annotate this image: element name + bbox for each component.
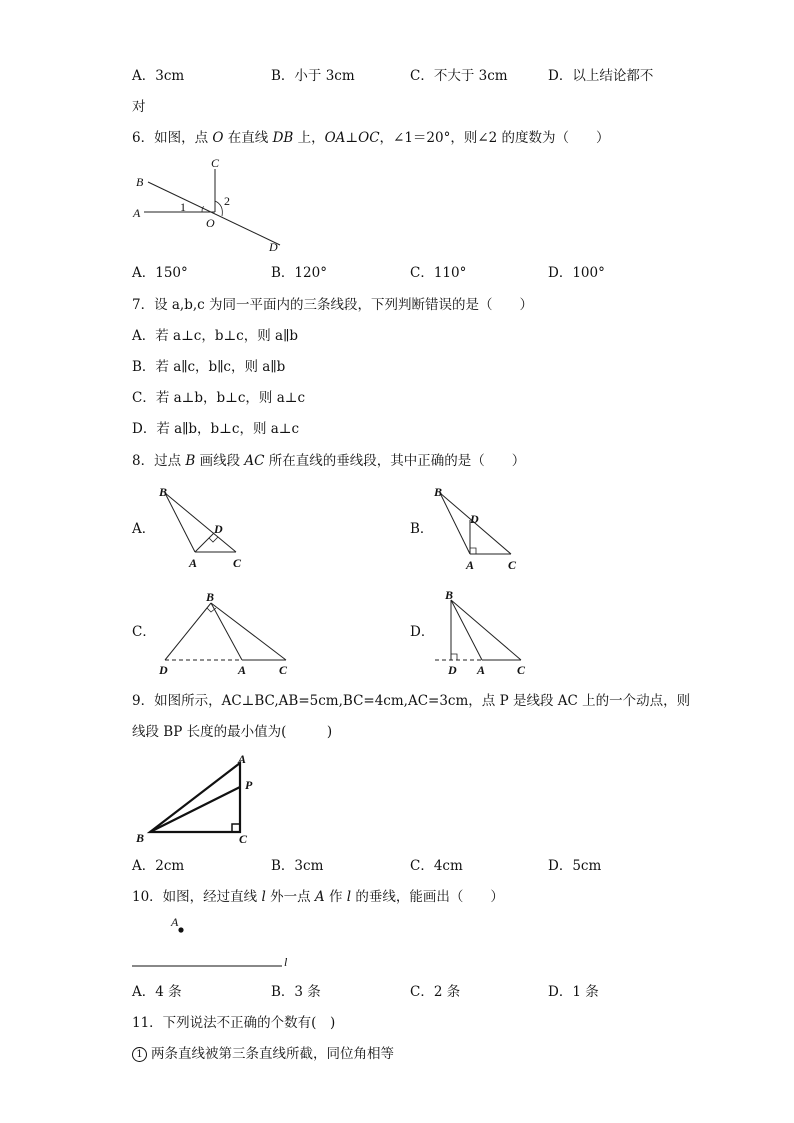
q10-stem-text: 作 [324, 889, 347, 905]
line-bc [211, 603, 286, 660]
right-angle-mark [470, 548, 476, 554]
line-ba [440, 493, 470, 554]
q6-label-a: A [133, 206, 141, 220]
label-d: D [470, 512, 479, 526]
q10-line-l: l [346, 889, 352, 905]
q10-option-c: C．2 条 [410, 984, 461, 1000]
q6-label-b: B [136, 175, 144, 189]
q8-option-b: B． [410, 521, 434, 537]
q8-stem-text: 画线段 [195, 453, 245, 469]
right-angle-mark [209, 537, 218, 542]
q10-option-a: A．4 条 [132, 984, 182, 1000]
q8-figure-d [430, 588, 540, 680]
q10-stem-text: 10．如图，经过直线 [132, 889, 262, 905]
line-bd [165, 603, 211, 660]
q8-figure-a [155, 483, 255, 573]
label-c: C [508, 558, 517, 572]
perp-ad [195, 533, 214, 552]
q8-option-c: C． [132, 624, 156, 640]
q6-perp-condition: OA⊥OC [324, 130, 380, 146]
q7-option-a: A．若 a⊥c，b⊥c，则 a∥b [132, 328, 298, 344]
label-d: D [214, 522, 223, 536]
line-ba [165, 493, 195, 552]
label-a: A [477, 663, 486, 677]
q6-figure [132, 155, 292, 255]
q6-label-o: O [206, 216, 215, 230]
q6-stem [132, 129, 610, 147]
right-angle-mark [232, 824, 240, 832]
q5-option-a: A．3cm [132, 68, 185, 84]
q6-stem-text: 上， [293, 130, 325, 146]
q11-item-1 [132, 1045, 394, 1063]
q9-stem-line2: 线段 BP 长度的最小值为( ) [132, 724, 333, 740]
label-b: B [136, 831, 145, 845]
q8-point-b: B [185, 453, 196, 469]
label-l: l [284, 955, 288, 969]
q6-option-c: C．110° [410, 265, 467, 281]
q6-option-a: A．150° [132, 265, 188, 281]
q10-figure [132, 910, 302, 972]
label-d: D [448, 663, 457, 677]
q6-option-d: D．100° [548, 265, 605, 281]
label-c: C [279, 663, 288, 677]
circled-number-1 [132, 1047, 147, 1062]
q10-stem-text: 的垂线，能画出（ ） [351, 889, 504, 905]
q5-option-d: D．以上结论都不 [548, 68, 654, 84]
label-a: A [466, 558, 475, 572]
q8-stem [132, 452, 525, 470]
q9-option-d: D．5cm [548, 858, 602, 874]
q7-option-d: D．若 a∥b，b⊥c，则 a⊥c [132, 421, 300, 437]
label-a: A [171, 915, 179, 929]
q5-option-d-wrap: 对 [132, 99, 146, 115]
q6-point-o: O [212, 130, 224, 146]
q5-option-c: C．不大于 3cm [410, 68, 508, 84]
q8-stem-text: 8．过点 [132, 453, 186, 469]
label-b: B [434, 485, 443, 499]
triangle-abc [150, 763, 240, 832]
q6-line-db: DB [272, 130, 294, 146]
q9-option-b: B．3cm [271, 858, 324, 874]
label-a: A [238, 752, 247, 766]
label-c: C [239, 832, 248, 846]
q10-line-l: l [261, 889, 266, 905]
q8-option-d: D． [410, 624, 435, 640]
q6-stem-text: 6．如图，点 [132, 130, 213, 146]
q10-option-b: B．3 条 [271, 984, 321, 1000]
q11-item-1-text: 两条直线被第三条直线所截，同位角相等 [151, 1046, 394, 1062]
q6-label-c: C [211, 156, 220, 170]
label-p: P [245, 778, 253, 792]
q6-angle1-arc [202, 207, 204, 213]
q11-stem: 11．下列说法不正确的个数有( ) [132, 1015, 336, 1031]
line-bc [451, 600, 521, 660]
right-angle-mark [451, 654, 457, 660]
label-a: A [238, 663, 247, 677]
q8-figure-b [430, 483, 530, 573]
label-b: B [445, 588, 454, 602]
point-a-dot [178, 927, 183, 932]
segment-bp [150, 787, 240, 832]
label-a: A [189, 556, 198, 570]
q6-label-d: D [269, 240, 278, 254]
label-c: C [233, 556, 242, 570]
line-ba [451, 600, 482, 660]
q8-stem-text: 所在直线的垂线段，其中正确的是（ ） [264, 453, 526, 469]
label-b: B [206, 590, 215, 604]
q9-option-a: A．2cm [132, 858, 185, 874]
q10-point-a: A [314, 889, 325, 905]
q6-label-1: 1 [180, 200, 186, 214]
q6-label-2: 2 [224, 194, 230, 208]
q9-stem-line1: 9．如图所示，AC⊥BC,AB=5cm,BC=4cm,AC=3cm，点 P 是线段 AC 上的一个动点，则 [132, 693, 691, 709]
line-ba [211, 603, 242, 660]
q9-option-c: C．4cm [410, 858, 463, 874]
label-b: B [159, 485, 168, 499]
q6-stem-text: ，∠1＝20°，则∠2 的度数为（ ） [379, 130, 610, 146]
q8-option-a: A． [132, 521, 156, 537]
q8-segment-ac: AC [244, 453, 265, 469]
q7-option-b: B．若 a∥c，b∥c，则 a∥b [132, 359, 286, 375]
line-bc [165, 493, 236, 552]
label-c: C [517, 663, 526, 677]
q6-option-b: B．120° [271, 265, 327, 281]
q10-stem [132, 888, 504, 906]
q9-figure [132, 752, 272, 852]
q7-stem: 7．设 a,b,c 为同一平面内的三条线段，下列判断错误的是（ ） [132, 297, 534, 313]
q8-figure-c [155, 588, 300, 680]
circled-number-text: 1 [136, 1049, 143, 1060]
q6-stem-text: 在直线 [223, 130, 273, 146]
q10-option-d: D．1 条 [548, 984, 599, 1000]
q6-angle2-arc [215, 201, 222, 216]
label-d: D [159, 663, 168, 677]
q7-option-c: C．若 a⊥b，b⊥c，则 a⊥c [132, 390, 306, 406]
q5-option-b: B．小于 3cm [271, 68, 355, 84]
q6-line-bd [148, 182, 280, 245]
q10-stem-text: 外一点 [265, 889, 315, 905]
